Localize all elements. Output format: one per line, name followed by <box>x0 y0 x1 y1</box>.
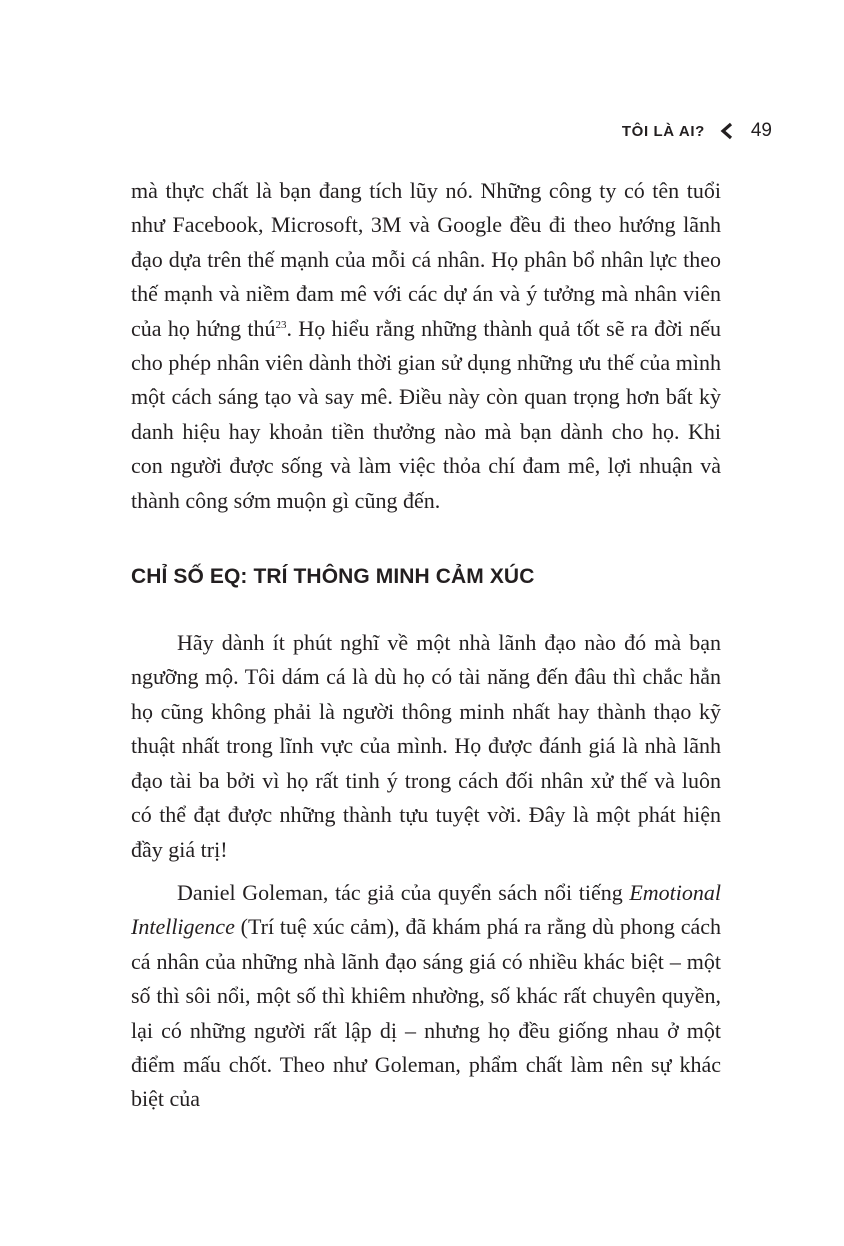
paragraph: Hãy dành ít phút nghĩ về một nhà lãnh đạo nào đó mà bạn ngưỡng mộ. Tôi dám cá là dù họ có tài năng đến đâu thì chắc hẳn họ cũng không phải là người thông minh nhất hay thành thạo kỹ thuật nhất trong lĩnh vực của mình. Họ được đánh giá là nhà lãnh đạo tài ba bởi vì họ rất tinh ý trong cách đối nhân xử thế và luôn có thể đạt được những thành tựu tuyệt vời. Đây là một phát hiện đầy giá trị! <box>131 630 721 862</box>
page-body <box>131 174 721 1117</box>
paragraph-text: Daniel Goleman, tác giả của quyển sách nổi tiếng <box>177 879 630 905</box>
paragraph-continued <box>131 174 721 518</box>
chapter-title: TÔI LÀ AI? <box>621 122 705 140</box>
paragraph-text: . Họ hiểu rằng những thành quả tốt sẽ ra đời nếu cho phép nhân viên dành thời gian sử dụng những ưu thế của mình một cách sáng tạo và say mê. Điều này còn quan trọng hơn bất kỳ danh hiệu hay khoản tiền thưởng nào mà bạn dành cho họ. Khi con người được sống và làm việc thỏa chí đam mê, lợi nhuận và thành công sớm muộn gì cũng đến. <box>131 315 721 513</box>
paragraph-text: (Trí tuệ xúc cảm), đã khám phá ra rằng dù phong cách cá nhân của những nhà lãnh đạo sáng giá có nhiều khác biệt – một số thì sôi nổi, một số thì khiêm nhường, số khác rất chuyên quyền, lại có những người rất lập dị – nhưng họ đều giống nhau ở một điểm mấu chốt. Theo như Goleman, phẩm chất làm nên sự khác biệt của <box>131 914 721 1112</box>
paragraph-text: mà thực chất là bạn đang tích lũy nó. Những công ty có tên tuổi như Facebook, Microsoft, 3M và Google đều đi theo hướng lãnh đạo dựa trên thế mạnh của mỗi cá nhân. Họ phân bổ nhân lực theo thế mạnh và niềm đam mê với các dự án và ý tưởng mà nhân viên của họ hứng thú <box>131 178 721 341</box>
running-header <box>0 116 772 146</box>
chevron-left-icon <box>719 122 735 140</box>
footnote-marker: 23 <box>275 318 287 331</box>
page-number: 49 <box>750 120 772 141</box>
book-title: Emotional Intelligence <box>131 879 721 940</box>
paragraph <box>131 876 721 1117</box>
section-heading: CHỈ SỐ EQ: TRÍ THÔNG MINH CẢM XÚC <box>131 565 535 589</box>
